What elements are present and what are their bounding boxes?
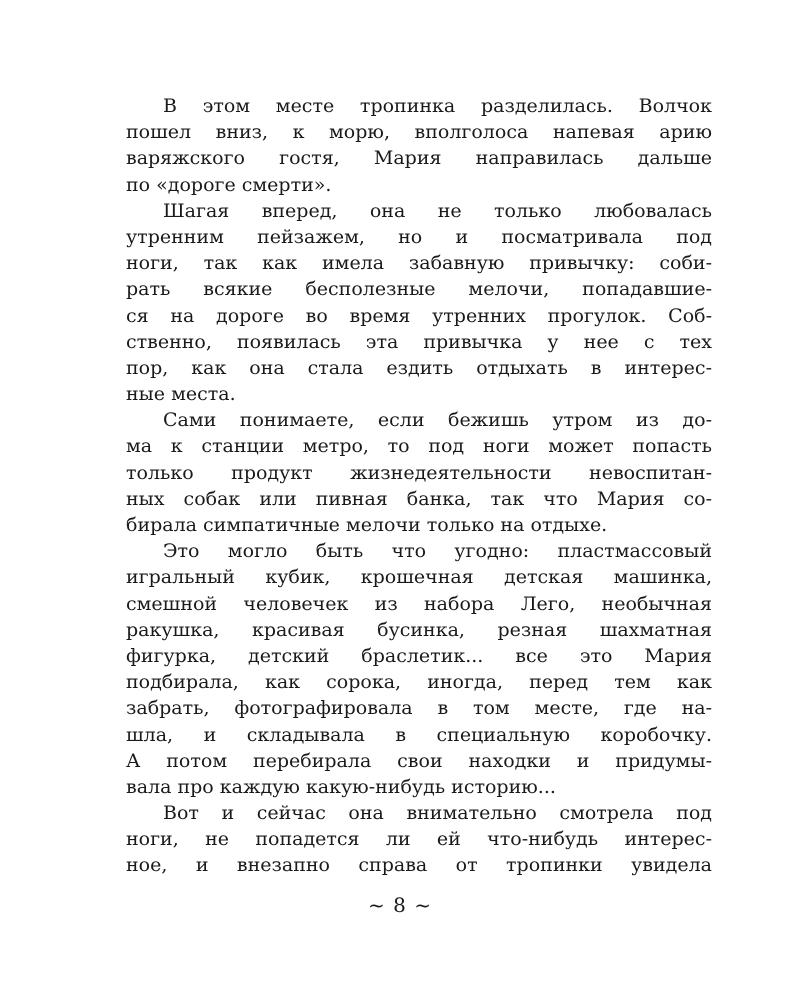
text-line: ся на дороге во время утренних прогулок. Соб- xyxy=(126,304,712,327)
text-line: смешной человечек из набора Лего, необычная xyxy=(126,592,712,615)
text-line: шла, и складывала в специальную коробочку. xyxy=(126,723,712,746)
text-line: утренним пейзажем, но и посматривала под xyxy=(126,225,712,248)
text-line: пор, как она стала ездить отдыхать в интерес- xyxy=(126,356,712,379)
text-line: Это могло быть что угодно: пластмассовый xyxy=(163,540,712,563)
text-line: Шагая вперед, она не только любовалась xyxy=(163,199,712,222)
text-line: ма к станции метро, то под ноги может попасть xyxy=(126,435,712,458)
text-line: подбирала, как сорока, иногда, перед тем как xyxy=(126,671,712,694)
text-line: Вот и сейчас она внимательно смотрела под xyxy=(163,802,712,825)
text-line: ноги, так как имела забавную привычку: соби- xyxy=(126,252,712,275)
text-line: вала про каждую какую-нибудь историю... xyxy=(126,775,556,798)
text-line: ное, и внезапно справа от тропинки увидела xyxy=(126,854,712,877)
text-line: по «дороге смерти». xyxy=(126,173,332,196)
text-line: варяжского гостя, Мария направилась дальше xyxy=(126,147,712,170)
text-line: забрать, фотографировала в том месте, где на- xyxy=(126,697,712,720)
text-line: Сами понимаете, если бежишь утром из до- xyxy=(163,409,712,432)
text-line: ных собак или пивная банка, так что Мария со- xyxy=(126,487,712,510)
body-text xyxy=(126,93,712,879)
text-line: пошел вниз, к морю, вполголоса напевая арию xyxy=(126,121,712,144)
text-line: игральный кубик, крошечная детская машинка, xyxy=(126,566,712,589)
text-line: фигурка, детский браслетик... все это Мария xyxy=(126,644,712,667)
text-line: ноги, не попадется ли ей что-нибудь интерес- xyxy=(126,828,712,851)
text-line: только продукт жизнедеятельности невоспитан- xyxy=(126,461,712,484)
page-number: ~ 8 ~ xyxy=(368,893,432,917)
text-line: ственно, появилась эта привычка у нее с тех xyxy=(126,330,712,353)
text-line: В этом месте тропинка разделилась. Волчок xyxy=(163,95,712,117)
text-line: бирала симпатичные мелочи только на отдыхе. xyxy=(126,514,608,536)
text-line: рать всякие бесполезные мелочи, попадавшие- xyxy=(126,278,712,301)
text-line: А потом перебирала свои находки и придумы- xyxy=(126,749,712,772)
text-line: ные места. xyxy=(126,383,236,406)
text-line: ракушка, красивая бусинка, резная шахматная xyxy=(126,618,712,641)
